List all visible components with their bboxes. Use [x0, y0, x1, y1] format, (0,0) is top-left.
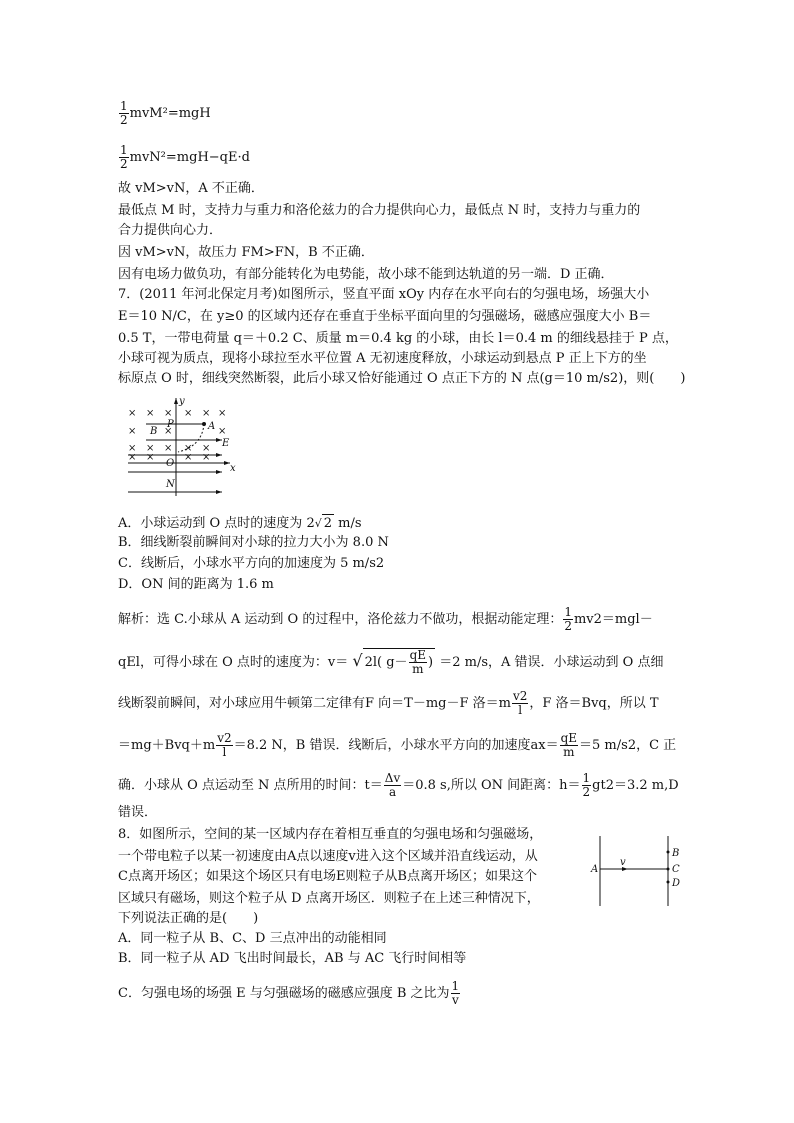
e-arrow [216, 490, 222, 494]
cross-mark: × [184, 443, 193, 454]
question-8-figure [588, 834, 688, 910]
solution-line-6: 错误． [118, 805, 158, 820]
e-arrow [216, 453, 222, 457]
label-C: C [672, 864, 680, 875]
ball [202, 422, 206, 426]
label-D: D [672, 878, 681, 889]
point-B [667, 851, 670, 854]
label-A: A [208, 421, 216, 432]
label-B: B [672, 848, 680, 859]
point-C [667, 868, 670, 871]
cross-mark: × [128, 408, 137, 419]
point-D [667, 881, 670, 884]
question-7-line: 小球可视为质点，现将小球拉至水平位置 A 无初速度释放，小球运动到悬点 P 正上下方的坐 [118, 351, 647, 366]
option-d: D．ON 间的距离为 1.6 m [118, 577, 274, 592]
text-line: 合力提供向心力． [118, 223, 223, 238]
question-8-line: 下列说法正确的是( ) [118, 911, 259, 926]
question-8-line: 区域只有磁场，则这个粒子从 D 点离开场区．则粒子在上述三种情况下， [118, 891, 540, 906]
question-8-line: 一个带电粒子以某一初速度由A点以速度v进入这个区域并沿直线运动，从 [118, 849, 538, 864]
cross-mark: × [202, 443, 211, 454]
cross-mark: × [146, 452, 155, 463]
fraction-half: $\frac{1}{2}$ [120, 99, 128, 127]
label-N: N [166, 479, 175, 490]
label-y: y [179, 396, 185, 407]
cross-mark: × [184, 408, 193, 419]
question-7-line: 0.5 T，一带电荷量 q＝＋0.2 C、质量 m＝0.4 kg 的小球，由长 l＝0.4 m 的细线悬挂于 P 点， [118, 331, 678, 346]
cross-mark: × [164, 426, 173, 437]
cross-mark: × [184, 452, 193, 463]
q8-option-c: C．匀强电场的场强 E 与匀强磁场的磁感应强度 B 之比为 $\frac{1}{v}$ [118, 979, 460, 1007]
solution-line-1: 解析：选 C.小球从 A 运动到 O 的过程中，洛伦兹力不做功，根据动能定理： $\frac{1}{2}$ mv2＝mgl－ [118, 605, 653, 633]
text-line: 最低点 M 时，支持力与重力和洛伦兹力的合力提供向心力，最低点 N 时，支持力与重力的 [118, 203, 641, 218]
solution-line-5: 确．小球从 O 点运动至 N 点所用的时间：t＝ $\frac{\Delta v}{a}$ ＝0.8 s,所以 ON 间距离：h＝ $\frac{1}{2}$ gt2＝3.2 m,D [118, 771, 679, 799]
cross-mark: × [164, 443, 173, 454]
text-line: 因 vM>vN，故压力 FM>FN，B 不正确． [118, 245, 374, 260]
question-7-line: 7．(2011 年河北保定月考)如图所示，竖直平面 xOy 内存在水平向右的匀强电场，场强大小 [118, 287, 650, 302]
solution-line-4: ＝mg＋Bvq＋m $\frac{v2}{l}$ ＝8.2 N，B 错误．线断后，小球水平方向的加速度ax＝ $\frac{qE}{m}$ ＝5 m/s2，C 正 [118, 731, 677, 759]
cross-mark: × [128, 443, 137, 454]
text-line: 因有电场力做负功，有部分能转化为电势能，故小球不能到达轨道的另一端．D 正确． [118, 267, 614, 282]
q8-option-a: A．同一粒子从 B、C、D 三点冲出的动能相同 [118, 931, 387, 946]
label-v: v [620, 857, 626, 868]
label-B: B [150, 426, 158, 437]
cross-mark: × [128, 452, 137, 463]
option-b: B．细线断裂前瞬间对小球的拉力大小为 8.0 N [118, 535, 389, 550]
fraction-half: $\frac{1}{2}$ [120, 143, 128, 171]
cross-mark: × [218, 426, 227, 437]
cross-mark: × [164, 408, 173, 419]
equation-1: $\frac{1}{2}$ mvM²=mgH [120, 99, 211, 127]
label-x: x [230, 463, 236, 474]
label-P: P [167, 419, 174, 430]
question-8-line: 8．如图所示，空间的某一区域内存在着相互垂直的匀强电场和匀强磁场， [118, 827, 543, 842]
equation-2: $\frac{1}{2}$ mvN²=mgH−qE·d [120, 143, 250, 171]
question-7-line: 标原点 O 时，细线突然断裂，此后小球又恰好能通过 O 点正下方的 N 点(g＝10 m/s2)，则( ) [118, 371, 686, 386]
y-arrow [174, 398, 178, 404]
question-7-line: E＝10 N/C，在 y≥0 的区域内还存在垂直于坐标平面向里的匀强磁场，磁感应强度大小 B＝ [118, 309, 652, 324]
option-c: C．线断后，小球水平方向的加速度为 5 m/s2 [118, 556, 385, 571]
cross-mark: × [218, 408, 227, 419]
cross-mark: × [128, 426, 137, 437]
cross-mark: × [202, 408, 211, 419]
solution-line-3: 线断裂前瞬间，对小球应用牛顿第二定律有F 向＝T－mg－F 洛＝m $\frac{v2}{l}$ ，F 洛＝Bvq，所以 T [118, 689, 659, 717]
cross-mark: × [202, 452, 211, 463]
cross-mark: × [146, 408, 155, 419]
text-line: 故 vM>vN，A 不正确． [118, 181, 264, 196]
question-8-line: C点离开场区；如果这个场区只有电场E则粒子从B点离开场区；如果这个 [118, 869, 537, 884]
e-arrow [216, 470, 222, 474]
label-E: E [222, 438, 230, 449]
question-7-figure [118, 396, 238, 498]
option-a: A．小球运动到 O 点时的速度为 2√ 2 m/s [118, 516, 362, 531]
label-O: O [166, 458, 175, 469]
cross-mark: × [146, 443, 155, 454]
q8-option-b: B．同一粒子从 AD 飞出时间最长，AB 与 AC 飞行时间相等 [118, 951, 467, 966]
solution-line-2: qEl，可得小球在 O 点时的速度为：v＝ √ 2l( g－ $\frac{qE}{m}$ ) ＝2 m/s，A 错误．小球运动到 O 点细 [118, 648, 664, 676]
label-A: A [591, 864, 599, 875]
